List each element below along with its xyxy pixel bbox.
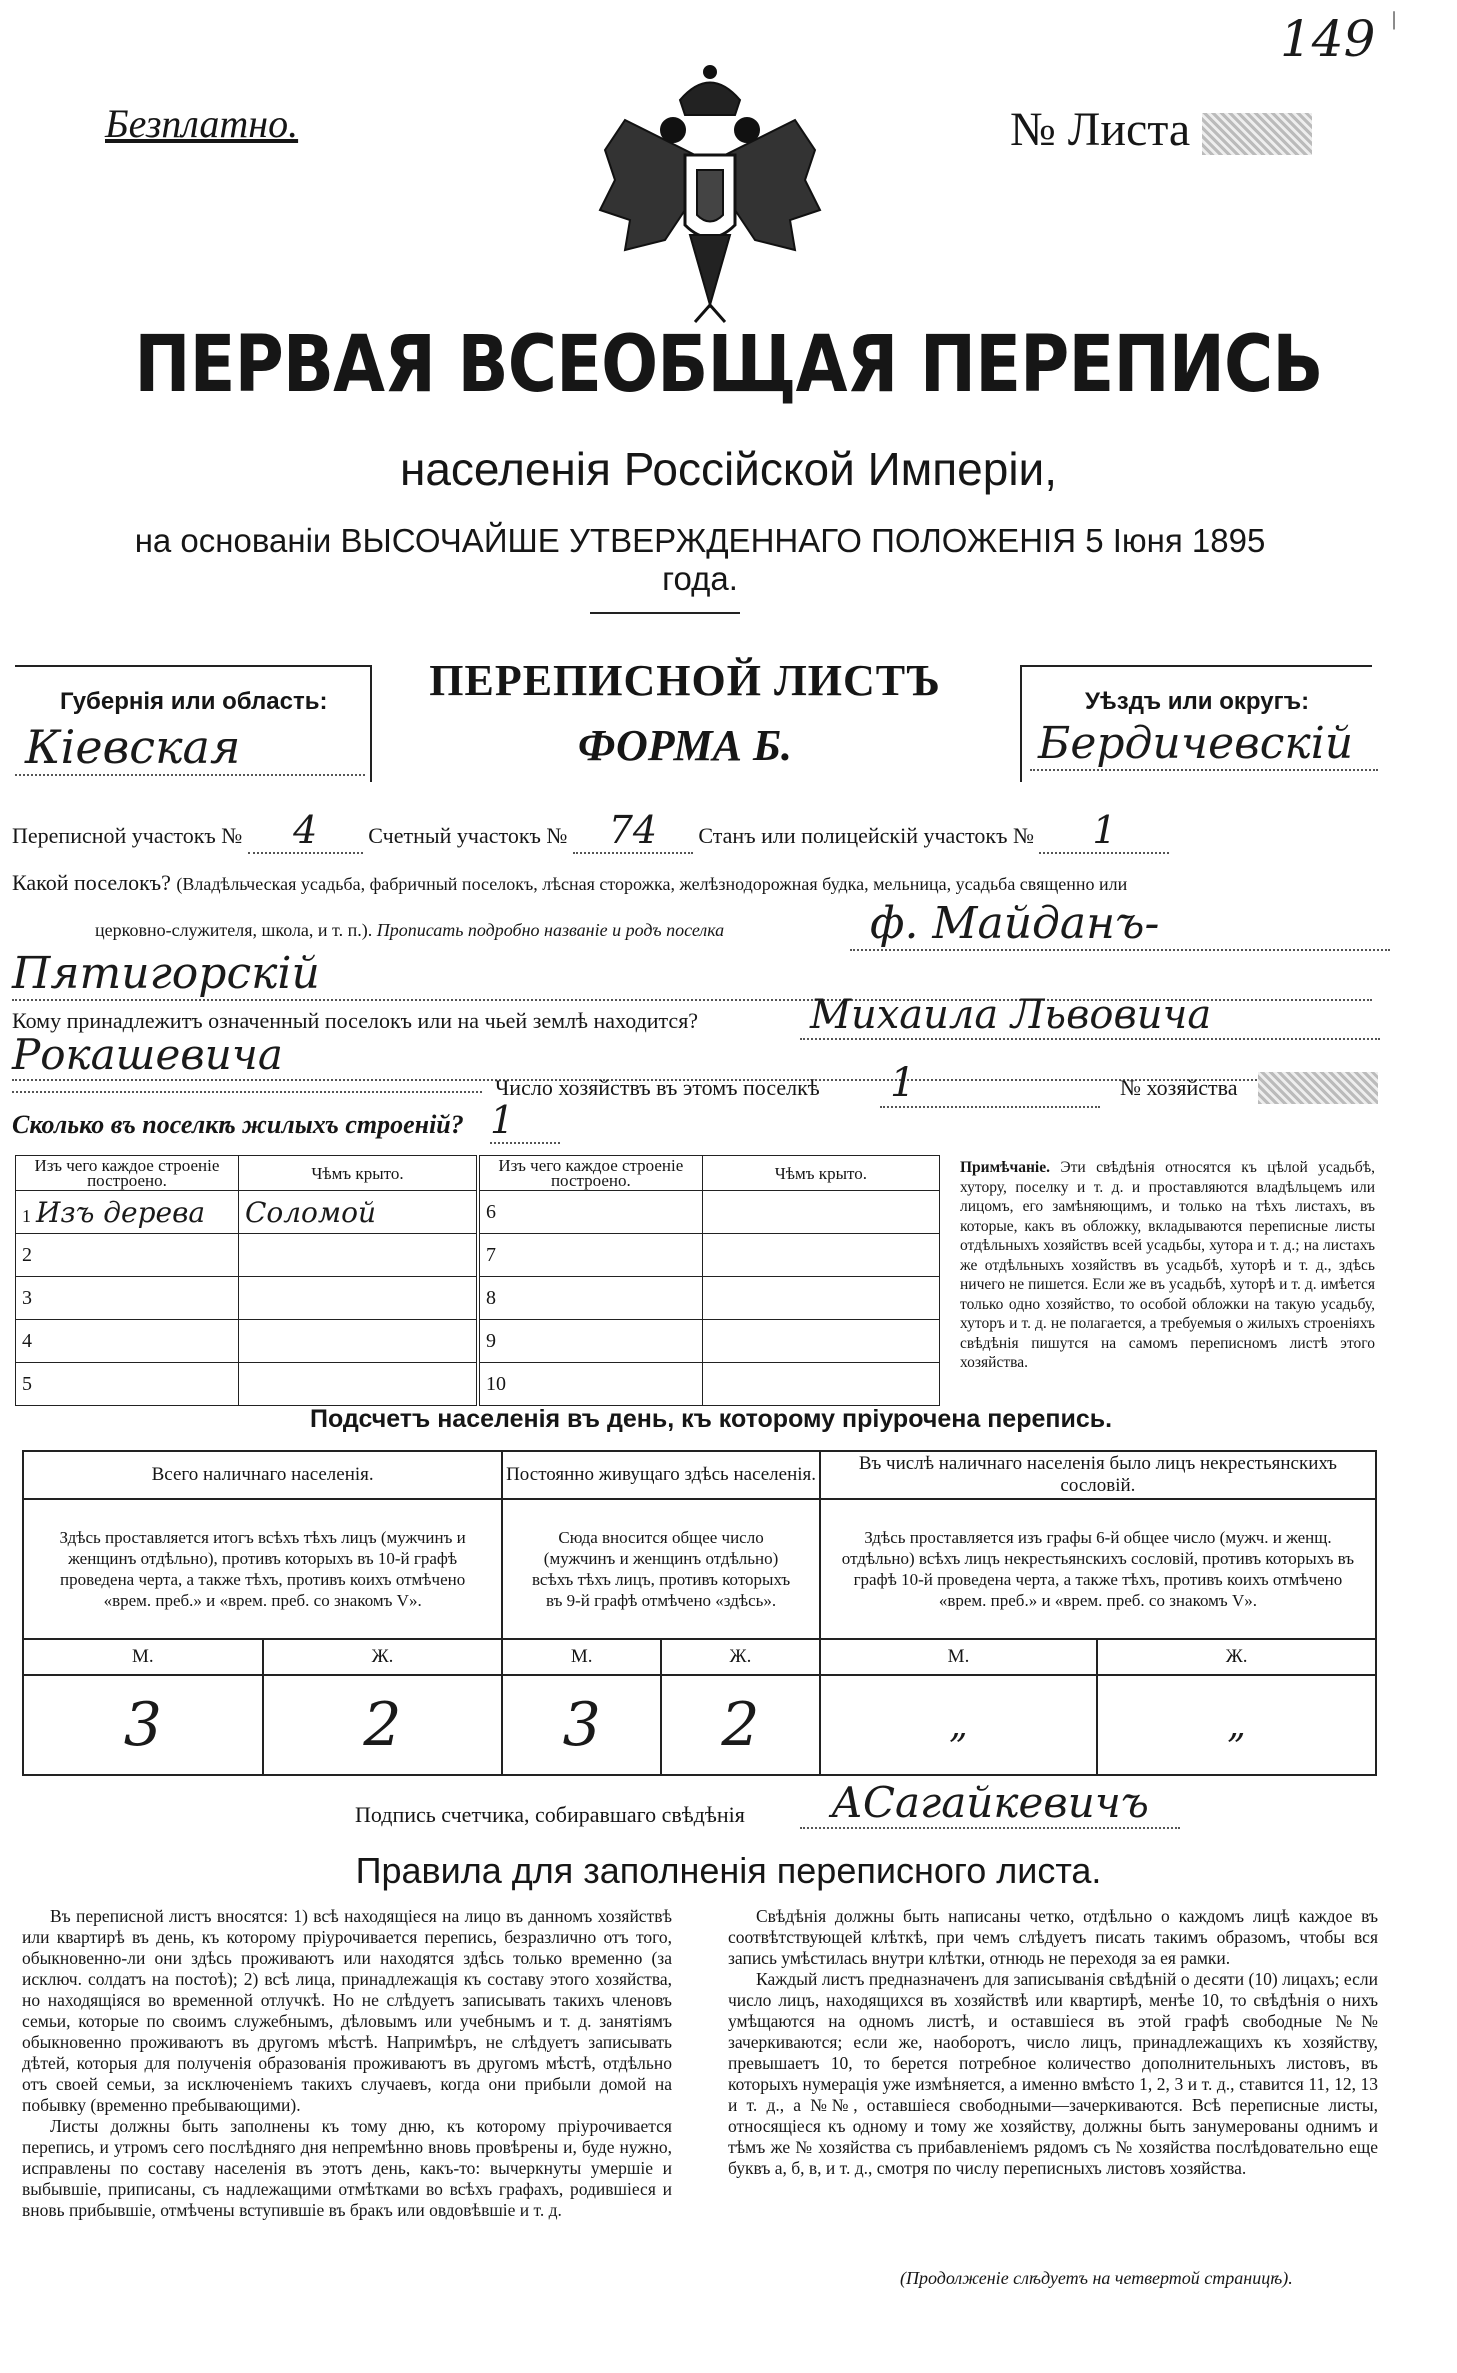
settlement-value-2: Пятигорскій — [12, 948, 1372, 1001]
rules-right-p1: Свѣдѣнія должны быть написаны четко, отдѣльно о каждомъ лицѣ каждое въ соотвѣтствующей клѣткѣ, при чемъ слѣдуетъ писать такимъ образомъ, чтобы вся запись умѣстилась внутри клѣтки, отнюдь не переходя за ея рамки. — [728, 1906, 1378, 1968]
owner-label: Кому принадлежитъ означенный поселокъ или на чьей землѣ находится? — [12, 1008, 699, 1033]
sheet-number-label: № Листа — [1010, 102, 1312, 157]
note-title: Примѣчаніе. — [960, 1159, 1050, 1176]
buildings-head-material-2: Изъ чего каждое строеніе построено. — [478, 1156, 702, 1191]
owner-value-2: Рокашевича — [12, 1030, 1372, 1081]
basis-line: на основаніи ВЫСОЧАЙШЕ УТВЕРЖДЕННАГО ПОЛОЖЕНІЯ 5 Іюня 1895 года. — [134, 522, 1266, 597]
table-row: 2 7 — [16, 1234, 940, 1277]
form-title: ПЕРЕПИСНОЙ ЛИСТЪ — [429, 656, 941, 705]
gubernia-label: Губернія или область: — [60, 688, 328, 715]
count-m-label-2: М. — [502, 1639, 661, 1675]
buildings-value: 1 — [490, 1098, 560, 1144]
counting-district-value: 74 — [573, 808, 693, 854]
corner-mark: | — [1392, 8, 1397, 30]
rules-right — [728, 1906, 1378, 2179]
rules-right-p2: Каждый листъ предназначенъ для записыванія свѣдѣній о десяти (10) лицахъ; если число лицъ, находящихся въ хозяйствѣ или квартирѣ, менѣе 10, то свѣдѣнія о нихъ умѣщаются на одномъ листѣ, и оставшіеся въ этой графѣ свободные №№ зачеркиваются; если же, наоборотъ, число лицъ, принадлежащихъ къ хозяйству, превышаетъ 10, то берется потребное количество дополнительныхъ листовъ, въ которыхъ нумерація уже измѣняется, а именно вмѣсто 1, 2, 3 и т. д., ставится 11, 12, 13 и т. д., а №№, оставшіеся свободными—зачеркиваются. Всѣ переписные листы, относящіеся къ одному и тому же хозяйству, должны быть занумерованы однимъ и тѣмъ же № хозяйства съ прибавленіемъ рядомъ съ № хозяйства послѣдовательно еще буквъ а, б, в, и т. д., смотря по числу переписныхъ листовъ хозяйства. — [728, 1969, 1378, 2178]
page-title: ПЕРВАЯ ВСЕОБЩАЯ ПЕРЕПИСЬ — [134, 320, 1323, 410]
buildings-head-material: Изъ чего каждое строеніе построено. — [16, 1156, 239, 1191]
household-number-label: № хозяйства — [1120, 1075, 1238, 1100]
police-district-value: 1 — [1039, 808, 1169, 854]
rules-left — [22, 1906, 672, 2221]
table-row: 5 10 — [16, 1363, 940, 1406]
settlement-label: Какой поселокъ? — [12, 870, 171, 895]
count-col3-text: Здѣсь проставляется изъ графы 6-й общее число (мужч. и женщ. отдѣльно) всѣхъ лицъ некрестьянскихъ сословій, противъ которыхъ въ графѣ 10-й проведена черта, а также тѣхъ, противъ коихъ отмѣчено «врем. преб.» и «врем. преб. со знакомъ V». — [820, 1499, 1376, 1639]
buildings-table — [15, 1155, 940, 1406]
rules-left-p1: Въ переписной листъ вносятся: 1) всѣ находящіеся на лицо въ данномъ хозяйствѣ или квартирѣ въ день, къ которому пріурочивается перепись, безразлично отъ того, обыкновенно-ли они здѣсь проживаютъ или находятся здѣсь только временно (за исключ. солдатъ на постоѣ); 2) всѣ лица, принадлежащія къ составу этого хозяйства, но находящіяся во временной отлучкѣ. Но не слѣдуетъ записывать такихъ членовъ семьи, которые по своимъ служебнымъ, дѣловымъ или учебнымъ и т. д. занятіямъ обыкновенно проживаютъ въ другомъ мѣстѣ. Напримѣръ, не слѣдуетъ записывать дѣтей, которыя для полученія образованія проживаютъ въ другомъ мѣстѣ, отдѣльно отъ своей семьи, за исключеніемъ такихъ случаевъ, когда они прибыли домой на побывку (временно пребывающими). — [22, 1906, 672, 2115]
count-col3-head: Въ числѣ наличнаго населенія было лицъ некрестьянскихъ сословій. — [820, 1451, 1376, 1499]
signature-label: Подпись счетчика, собиравшаго свѣдѣнія — [355, 1802, 745, 1827]
uezd-label: Уѣздъ или округъ: — [1085, 688, 1310, 715]
sheet-number-handwritten: 149 — [1280, 10, 1376, 68]
count-total-female: 2 — [263, 1675, 503, 1775]
count-f-label: Ж. — [263, 1639, 503, 1675]
population-count-table — [22, 1450, 1377, 1776]
settlement-row-2 — [95, 920, 724, 941]
census-district-label: Переписной участокъ № — [12, 823, 243, 848]
buildings-head-roof: Чѣмъ крыто. — [238, 1156, 478, 1191]
census-sections-row — [12, 808, 1432, 854]
count-title: Подсчетъ населенія въ день, къ которому пріурочена перепись. — [310, 1405, 1113, 1433]
settlement-hint: (Владѣльческая усадьба, фабричный поселокъ, лѣсная сторожка, желѣзнодорожная будка, мельница, усадьба священно или — [176, 874, 1128, 894]
count-m-label-3: М. — [820, 1639, 1097, 1675]
buildings-note — [960, 1158, 1375, 1373]
count-col1-text: Здѣсь проставляется итогъ всѣхъ тѣхъ лицъ (мужчинъ и женщинъ отдѣльно), противъ которыхъ въ 10-й графѣ проведена черта, а также тѣхъ, противъ коихъ отмѣчено «врем. преб.» и «врем. преб. со знакомъ V». — [23, 1499, 502, 1639]
household-number-redacted — [1258, 1072, 1378, 1104]
counting-district-label: Счетный участокъ № — [368, 823, 568, 848]
table-row: 4 9 — [16, 1320, 940, 1363]
count-m-label: М. — [23, 1639, 263, 1675]
signature-value: АСагайкевичъ — [800, 1778, 1180, 1829]
imperial-eagle-emblem — [585, 60, 835, 330]
uezd-value: Бердичевскій — [1030, 718, 1378, 771]
table-row: 3 8 — [16, 1277, 940, 1320]
settlement-row — [12, 870, 1127, 896]
title-divider — [590, 612, 740, 614]
owner-value: Михаила Львовича — [800, 992, 1380, 1040]
rules-title: Правила для заполненія переписного листа. — [355, 1850, 1102, 1891]
continuation-note: (Продолженіе слѣдуетъ на четвертой страницѣ). — [900, 2268, 1293, 2288]
buildings-head-roof-2: Чѣмъ крыто. — [702, 1156, 939, 1191]
count-nonpeasant-female: „ — [1097, 1675, 1376, 1775]
count-nonpeasant-male: „ — [820, 1675, 1097, 1775]
count-col2-head: Постоянно живущаго здѣсь населенія. — [502, 1451, 820, 1499]
sheet-number-redacted — [1202, 113, 1312, 155]
gubernia-value: Кіевская — [15, 720, 365, 776]
settlement-instruction: Прописать подробно названіе и родъ поселка — [376, 920, 725, 940]
buildings-label: Сколько въ поселкѣ жилыхъ строеній? — [12, 1110, 464, 1139]
police-district-label: Станъ или полицейскій участокъ № — [698, 823, 1034, 848]
count-permanent-female: 2 — [661, 1675, 820, 1775]
settlement-hint-2: церковно-служителя, школа, и т. п.). — [95, 920, 373, 940]
count-f-label-3: Ж. — [1097, 1639, 1376, 1675]
count-col2-text: Сюда вносится общее число (мужчинъ и женщинъ отдѣльно) всѣхъ тѣхъ лицъ, противъ которыхъ въ 9-й графѣ отмѣчено «здѣсь». — [502, 1499, 820, 1639]
households-label: Число хозяйствъ въ этомъ поселкѣ — [495, 1075, 820, 1100]
form-subtitle: ФОРМА Б. — [578, 721, 792, 770]
census-district-value: 4 — [248, 808, 363, 854]
rules-left-p2: Листы должны быть заполнены къ тому дню, къ которому пріурочивается перепись, и утромъ сего послѣдняго дня непремѣнно вновь провѣрены и, буде нужно, исправлены по составу населенія въ этотъ день, какъ-то: вычеркнуты умершіе и выбывшіе, приписаны, съ надлежащими отмѣтками во всѣхъ графахъ, родившіеся и вновь прибывшіе, отмѣчены вступившіе въ бракъ или овдовѣвшіе и т. д. — [22, 2116, 672, 2220]
count-f-label-2: Ж. — [661, 1639, 820, 1675]
households-value: 1 — [880, 1060, 1100, 1108]
page-subtitle: населенія Россійской Имперіи, — [399, 443, 1058, 495]
count-total-male: 3 — [23, 1675, 263, 1775]
note-text: Эти свѣдѣнія относятся къ цѣлой усадьбѣ, хутору, поселку и т. д. и проставляются владѣльцемъ или лицомъ, его замѣняющимъ, и только на тѣхъ листахъ, въ которые, какъ въ обложку, вкладываются переписные листы отдѣльныхъ хозяйствъ всей усадьбы, хутора и т. д.; на листахъ же отдѣльныхъ хозяйствъ въ усадьбѣ, хуторѣ и т. д., здѣсь ничего не пишется. Если же въ усадьбѣ, хуторѣ и т. д. имѣется только одно хозяйство, то особой обложки на такую усадьбу, хуторъ и т. д. не полагается, а требуемыя о жилыхъ строеніяхъ свѣдѣнія пишутся на самомъ переписномъ листѣ этого хозяйства. — [960, 1159, 1376, 1371]
count-col1-head: Всего наличнаго населенія. — [23, 1451, 502, 1499]
count-permanent-male: 3 — [502, 1675, 661, 1775]
households-blank — [12, 1090, 482, 1093]
free-label: Безплатно. — [105, 101, 299, 146]
settlement-value: ф. Майданъ- — [850, 898, 1390, 951]
table-row: 1 Изъ дерева Соломой 6 — [16, 1191, 940, 1234]
